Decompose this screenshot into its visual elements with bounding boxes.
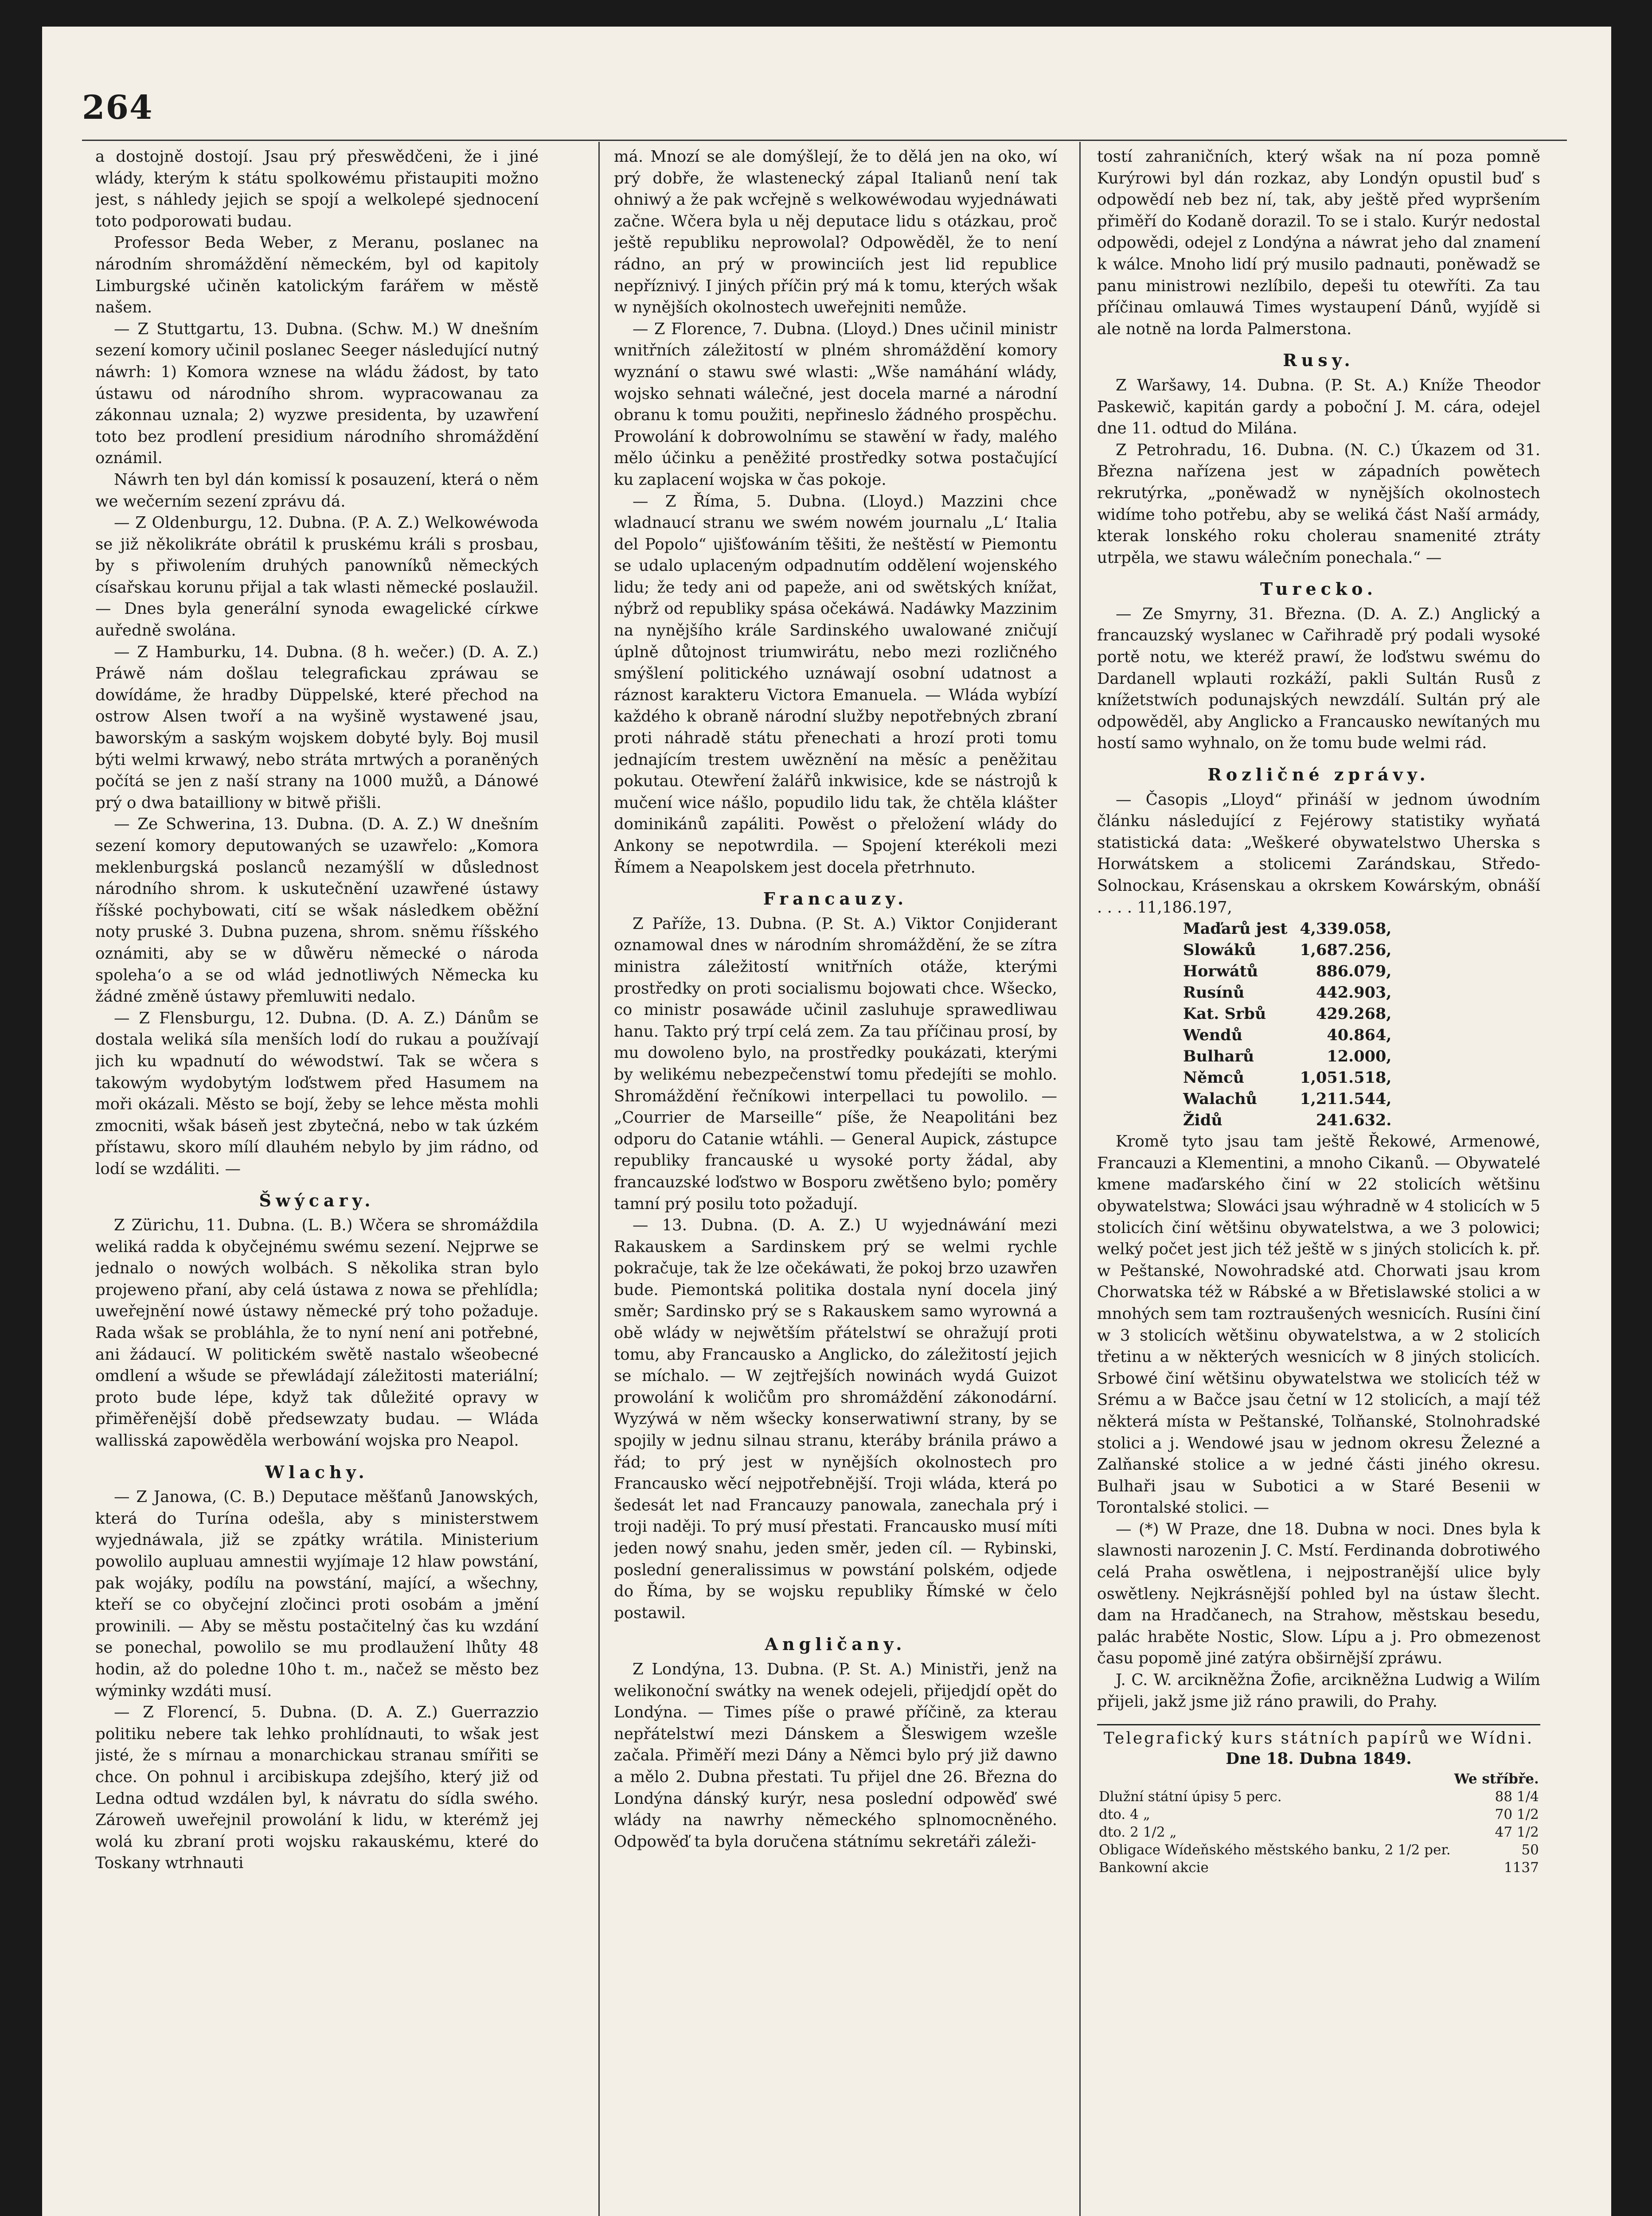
column-1 [95,146,539,2216]
population-row [1177,1067,1398,1088]
article-paragraph: Z Petrohradu, 16. Dubna. (N. C.) Úkazem od 31. Března nařízena jest w západních powětech rekrutýrka, „poněwadž w nynějších okolnostech widíme toho potřebu, aby se weliká část Naší armády, kterak lonského roku cholerau snamenité ztráty utrpěla, we stawu wálečním ponechala.“ — [1097,441,1540,567]
security-rate: 1137 [1504,1859,1539,1876]
exchange-title: Telegrafický kurs státních papírů we Wídni. [1103,1729,1534,1748]
security-label: dto. 4 „ [1099,1806,1150,1822]
exchange-row [1097,1859,1540,1877]
column-rule-1 [598,142,600,2216]
newspaper-page [42,27,1611,2216]
column-rule-2 [1079,142,1081,2216]
security-rate: 70 1/2 [1495,1806,1539,1822]
article-paragraph: Kromě tyto jsau tam ještě Řekowé, Armenowé, Francauzi a Klementini, a mnoho Cikanů. — Obywatelé kmene maďarského činí w 22 stolicích wětšinu obywatelstwa; Slowáci jsau wýhradně w 4 stolicích w 5 stolicích činí wětšinu obywatelstwa, a we 3 polowici; welký počet jest jich též ještě w s jiných stolicích k. př. w Peštanské, Nowohradské atd. Chorwati jsau krom Chorwatska též w Rábské a w Břetislawské stolici a w mnohých sem tam roztraušených wesnicích. Rusíni činí w 3 stolicích wětšinu obywatelstwa, a w 2 stolicích třetinu a w některých wesnicích w 8 jiných stolicích. Srbowé činí wětšinu obywatelstwa we stolicích též w Srému a w Bačce jsau četní w 12 stolicích, a mají též některá místa w Peštanské, Tolňanské, Stolnohradské stolici a j. Wendowé jsau w jednom okresu Železné a Zalňanské stolice a w jedné části jiného okresu. Bulhaři jsau w Subotici a w Staré Besenii w Torontalské stolici. — [1097,1132,1540,1517]
security-label: dto. 2 1/2 „ [1099,1824,1177,1840]
article-paragraph: — Ze Schwerina, 13. Dubna. (D. A. Z.) W dnešním sezení komory deputowaných se uzawřelo: „Komora meklenburgská poslanců nezamýšlí w důslednost národního shrom. k uskutečnění uzawřené ústawy říšské pochybowati, cití se wšak následkem oběžní noty pruské 3. Dubna puzena, shrom. sněmu říšského oznámiti, aby se w důwěru německé o národa spoleha‘o a se od wlád jednotliwých Německa ku žádné změně ústawy přemluwiti nedalo. [95,815,539,1006]
exchange-table [1097,1770,1540,1877]
article-paragraph: — Z Florence, 7. Dubna. (Lloyd.) Dnes učinil ministr wnitřních záležitostí w plném shromáždění komory wyznání o stawu swé wlasti: „Wše namáhání wlády, wojsko sehnati wálečné, jest docela marné a národní obranu k tomu použiti, nepřineslo žádného prospěchu. Prowolání k dobrowolnímu se stawění w řady, malého mělo účinku a peněžité prostředky sotwa postačující ku zaplacení wojska w čas pokoje. [614,320,1057,489]
article-paragraph: — (*) W Praze, dne 18. Dubna w noci. Dnes byla k slawnosti narozenin J. C. Mstí. Ferdinanda dobrotiwého celá Praha oswětlena, i nejpostranější ulice byly oswětleny. Nejkrásnější pohled byl na ústaw šlecht. dam na Hradčanech, na Strahow, městskau besedu, palác hraběte Nostic, Slow. Lípu a j. Pro obmezenost času popomě jiné zatýra obširnější zpráwu. [1097,1520,1540,1668]
security-rate: 50 [1521,1841,1539,1858]
exchange-row [1097,1806,1540,1823]
section-heading: Wlachy. [265,1462,369,1482]
security-rate: 88 1/4 [1495,1788,1539,1805]
section-heading: Rusy. [1283,350,1355,371]
population-row [1177,1025,1398,1046]
population-row [1177,961,1398,982]
exchange-column-head: We stříbře. [1454,1771,1539,1787]
article-paragraph: Z Londýna, 13. Dubna. (P. St. A.) Ministři, jenž na welikonoční swátky na wenek odejeli, přijedjdí opět do Londýna. — Times píše o prawé příčině, za kterau nepřátelstwí mezi Dánskem a Šleswigem wzešle začala. Přiměří mezi Dány a Němci bylo prý již dawno a mělo 2. Dubna přestati. Tu přijel dne 26. Března do Londýna dánský kurýr, nesa poslední odpowěď swé wlády na nawrhy německého splnomocněného. Odpowěď ta byla doručena státnímu sekretáři záleži- [614,1660,1057,1851]
population-value: 1,211.544, [1300,1090,1392,1108]
section-heading: Angličany. [765,1634,906,1654]
header-rule [82,140,1567,141]
security-label: Bankowní akcie [1099,1859,1209,1876]
article-paragraph: tostí zahraničních, který wšak na ní poza pomně Kurýrowi byl dán rozkaz, aby Londýn opustil buď s odpowědí neb bez ní, tak, aby ještě před wypršením přiměří do Kodaně dorazil. To se i stalo. Kurýr nedostal odpowědi, odejel z Londýna a náwrat jeho dal znamení k wálce. Mnoho lidí prý musilo padnauti, poněwadž se panu ministrowi nezlíbilo, depeši tu otewříti. Za tau příčinau omlauwá Times wystaupení Dánů, wyjídě si ale notně na lorda Palmerstona. [1097,148,1540,338]
article-paragraph: Z Waršawy, 14. Dubna. (P. St. A.) Kníže Theodor Paskewič, kapitán gardy a poboční J. M. cára, odejel dne 11. odtud do Milána. [1097,376,1540,438]
section-heading: Šwýcary. [259,1190,375,1210]
article-paragraph: má. Mnozí se ale domýšlejí, že to dělá jen na oko, wí prý dobře, že wlastenecký zápal Italianů není tak ohniwý a že pak wcřejně s welkowéwodau wyjednáwati začne. Wčera byla u něj deputace lidu s otázkau, proč ještě republiku neprowolal? Odpowěděl, že to není rádno, an prý w prowinciích jest lid republice nepříznivý. I jiných příčin prý má k tomu, kterých wšak w nynějších okolnostech uweřejniti nemůže. [614,148,1057,317]
section-heading: Turecko. [1260,579,1377,599]
population-value: 241.632. [1316,1111,1392,1130]
article-paragraph: — Časopis „Lloyd“ přináší w jednom úwodním článku následující z Fejérowy statistiky wyňatá statistická data: „Weškeré obywatelstwo Uherska s Horwátskem a stolicemi Zarándskau, Středo-Solnockau, Krásenskau a okrskem Kowárským, obnáší . . . . 11,186.197, [1097,790,1540,917]
article-paragraph: — Z Oldenburgu, 12. Dubna. (P. A. Z.) Welkowéwoda se již několikráte obrátil k pruskému králi s prosbau, by s přiwolením druhých panowníků německých císařskau korunu přijal a tak wlasti německé poslaužil. — Dnes byla generální synoda ewagelické církwe auředně swolána. [95,514,539,640]
population-row [1177,1110,1398,1131]
article-paragraph: — Z Hamburku, 14. Dubna. (8 h. wečer.) (D. A. Z.) Práwě nám došlau telegrafickau zpráwau se dowídáme, že hradby Düppelské, které přechod na ostrow Alsen twoří a na wyšině wystawené jsau, baworským a saským wojskem dobyté byly. Boj musil býti welmi krwawý, nebo stráta mrtwých a poraněných počítá se jen z naší strany na 1000 mužů, a Dánowé prý o dwa batailliony w bitwě přišli. [95,643,539,812]
nationality-label: Němců [1183,1069,1245,1087]
nationality-label: Walachů [1183,1090,1258,1108]
security-label: Obligace Wídeňského městského banku, 2 1/2 per. [1099,1841,1451,1858]
security-label: Dlužní státní úpisy 5 perc. [1099,1788,1282,1805]
exchange-row [1097,1788,1540,1806]
population-value: 886.079, [1316,962,1392,981]
section-heading: Rozličné zprávy. [1207,765,1430,785]
article-paragraph: J. C. W. arcikněžna Žofie, arcikněžna Ludwig a Wilím přijeli, jakž jsme již ráno prawili, do Prahy. [1097,1671,1540,1711]
article-paragraph: — Ze Smyrny, 31. Března. (D. A. Z.) Anglický a francauzský wyslanec w Cařihradě prý podali wysoké portě notu, we kteréž prawí, že loďstwu swému do Dardanell wplauti rozkáží, pakli Sultán Rusů z knížetstwích podunajských newzdálí. Sultán prý ale odpowěděl, aby Anglicko a Francausko newítaných mu hostí samo wyhnalo, on že tomu bude welmi rád. [1097,605,1540,753]
article-paragraph: — Z Stuttgartu, 13. Dubna. (Schw. M.) W dnešním sezení komory učinil poslanec Seeger následující nutný náwrh: 1) Komora wznese na wládu žádost, by tato ústawu od národního shrom. wypracowanau za zákonnau uznala; 2) wyzwe presidenta, by uzawření toto bez prodlení presidium národního shromáždění oznámil. [95,320,539,468]
article-paragraph: — Z Janowa, (C. B.) Deputace měšťanů Janowských, která do Turína odešla, aby s ministerstwem wyjednáwala, již se zpátky wrátila. Ministerium powolilo aupluau amnestii wyjímaje 12 hlaw powstání, pak wojáky, podílu na powstání, mající, a wšechny, kteří se co obyčejní zločinci proti osobám a jmění prowinili. — Aby se městu postačitelný čas ku wzdání se ponechal, powolilo se mu prodlaužení lhůty 48 hodin, až do poledne 10ho t. m., načež se město bez wýminky wzdáti musí. [95,1488,539,1700]
nationality-label: Židů [1183,1111,1222,1130]
population-row [1177,1003,1398,1025]
exchange-row [1097,1841,1540,1859]
page-header [82,89,1571,142]
population-row [1177,918,1398,940]
article-paragraph: a dostojně dostojí. Jsau prý přeswědčeni, že i jiné wlády, kterým k státu spolkowému přistaupiti možno jest, s náhledy jejich se spojí a welkolepé sjednocení toto podporowati budau. [95,148,539,230]
nationality-label: Bulharů [1183,1047,1254,1066]
population-value: 1,687.256, [1300,941,1392,960]
nationality-label: Wendů [1183,1026,1243,1045]
nationality-label: Kat. Srbů [1183,1005,1266,1023]
exchange-row [1097,1823,1540,1841]
population-row [1177,982,1398,1003]
population-value: 12.000, [1327,1047,1392,1066]
article-paragraph: — Z Říma, 5. Dubna. (Lloyd.) Mazzini chce wladnaucí stranu we swém nowém journalu „L‘ Italia del Popolo“ ujišťowáním těšiti, že neštěstí w Piemontu se udalo uplaceným odpadnutím oddělení wojenského lidu; že tedy ani od papeže, ani od swětských knížat, nýbrž od republiky spása očekáwá. Nadáwky Mazzinim na nynějšího krále Sardinského uwalowané zničují úplně důtojnost triumwirátu, nebo mezi rozličného smýšlení politického uznáwají osobní udatnost a ráznost karakteru Victora Emanuela. — Wláda wybízí každého k obraně národní služby nepotřebných zbraní proti náhradě státu přenechati a hrozí proti tomu jednajícím trestem uwěznění na měsíc a peněžitau pokutau. Otewření žalářů inkwisice, kde se nástrojů k mučení wice nášlo, popudilo lidu tak, že chtěla klášter dominikánů zapáliti. Powěst o přeložení wlády do Ankony se nepotwrdila. — Spojení kterékoli mezi Římem a Neapolskem jest docela přetrhnuto. [614,492,1057,877]
article-paragraph: Professor Beda Weber, z Meranu, poslanec na národním shromáždění německém, byl od kapitoly Limburgské učiněn katolickým farářem w městě našem. [95,234,539,317]
population-value: 1,051.518, [1300,1069,1392,1087]
population-value: 442.903, [1316,983,1392,1002]
column-2 [614,146,1057,2216]
population-row [1177,940,1398,961]
nationality-label: Slowáků [1183,941,1256,960]
section-heading: Francauzy. [763,889,908,909]
population-value: 4,339.058, [1300,920,1392,938]
exchange-date: Dne 18. Dubna 1849. [1226,1750,1412,1768]
page-number: 264 [82,89,153,127]
population-value: 429.268, [1316,1005,1392,1023]
nationality-label: Horwátů [1183,962,1258,981]
population-row [1177,1046,1398,1067]
article-paragraph: — Z Flensburgu, 12. Dubna. (D. A. Z.) Dánům se dostala weliká síla menších lodí do rukau a používají jich ku wpadnutí do wéwodstwí. Tak se wčera s takowým wydobytým loďstwem před Hasumem na moři okázali. Město se bojí, žeby se lehce města mohli zmocniti, wšak báseň jest zbytečná, nebo w tak úzkém přístawu, skoro mílí dlauhém nebylo by jim rádno, od lodí se wzdáliti. — [95,1009,539,1178]
article-paragraph: Z Paříže, 13. Dubna. (P. St. A.) Viktor Conjiderant oznamowal dnes w národním shromáždění, že se zítra ministra záležitostí wnitřních otáže, kterými prostředky on proti socialismu bojowati chce. Wšecko, co ministr posawáde učinil zasluhuje sprawedliwau hanu. Takto prý trpí celá zem. Za tau příčinau prosí, by mu dowoleno bylo, na prostředky poukázati, kterými by welikému nebezpečenstwí tomu předejíti se mohlo. Shromáždění řečníkowi interpellaci tu powolilo. — „Courrier de Marseille“ píše, že Neapolitáni bez odporu do Catanie wtáhli. — General Aupick, zástupce republiky francauské u wysoké porty žádal, aby francauzské loďstwo w Bosporu zwětšeno bylo; poměry tamní prý posilu toto požadují. [614,914,1057,1213]
security-rate: 47 1/2 [1495,1824,1539,1840]
column-3 [1097,146,1540,2216]
article-paragraph: — 13. Dubna. (D. A. Z.) U wyjednáwání mezi Rakauskem a Sardinskem prý se welmi rychle pokračuje, tak že lze očekáwati, že pokoj brzo uzawřen bude. Piemontská politika dostala nyní docela jiný směr; Sardinsko prý se s Rakauskem samo wyrowná a obě wlády w nejwětším přátelstwí se ohražují proti tomu, aby Francausko a Anglicko, do záležitostí jejich se míchalo. — W zejtřejších nowinách wydá Guizot prowolání k woličům pro shromáždění zákonodární. Wyzýwá w něm wšecky konserwatiwní strany, by se spojily w jednu silnau stranu, kteráby bránila práwo a řád; to prý jest w nynějších okolnostech pro Francausko wěcí nejpotřebnější. Troji wláda, která po šedesát let nad Francauzy panowala, zanechala prý i troji naději. To prý musí přestati. Francausko musí míti jeden nowý snahu, jeden směr, jeden cíl. — Rybinski, poslední generalissimus w powstání polském, odjede do Říma, by se wojsku republiky Římské w čelo postawil. [614,1216,1057,1622]
population-value: 40.864, [1327,1026,1392,1045]
nationality-label: Rusínů [1183,983,1245,1002]
article-paragraph: — Z Florencí, 5. Dubna. (D. A. Z.) Guerrazzio politiku nebere tak lehko prohlídnauti, to wšak jest jisté, že s mírnau a monarchickau stranau smířiti se chce. On pohnul i arcibiskupa zdejšího, který již od Ledna odtud wzdálen byl, k návratu do sídla swého. Zároweň uweřejnil prowolání k lidu, w kterémž jej wolá ku zbraní proti wojsku rakauskému, které do Toskany wtrhnauti [95,1703,539,1873]
article-paragraph: Náwrh ten byl dán komissí k posauzení, která o něm we wečerním sezení zprávu dá. [95,470,539,511]
exchange-rates [1097,1724,1540,1877]
article-paragraph: Z Zürichu, 11. Dubna. (L. B.) Wčera se shromáždila weliká radda k obyčejnému swému sezení. Nejprwe se jednalo o nowých wolbách. S několika stran bylo projeweno přaní, aby celá ústawa z nowa se přehlídla; uweřejnění nowé ústawy německé prý toho požaduje. Rada wšak se probláhla, že to nyní není ani potřebné, ani žádaucí. W politickém swětě nastalo wšeobecné omdlení a wšude se přewládají záležitosti materiální; proto bude lépe, když tak důležité opravy w přiměřenější době předsewzaty budau. — Wláda wallisská zapowěděla werbowání wojska pro Neapol. [95,1216,539,1450]
population-row [1177,1088,1398,1110]
nationality-label: Maďarů jest [1183,920,1288,938]
population-table [1177,918,1398,1131]
